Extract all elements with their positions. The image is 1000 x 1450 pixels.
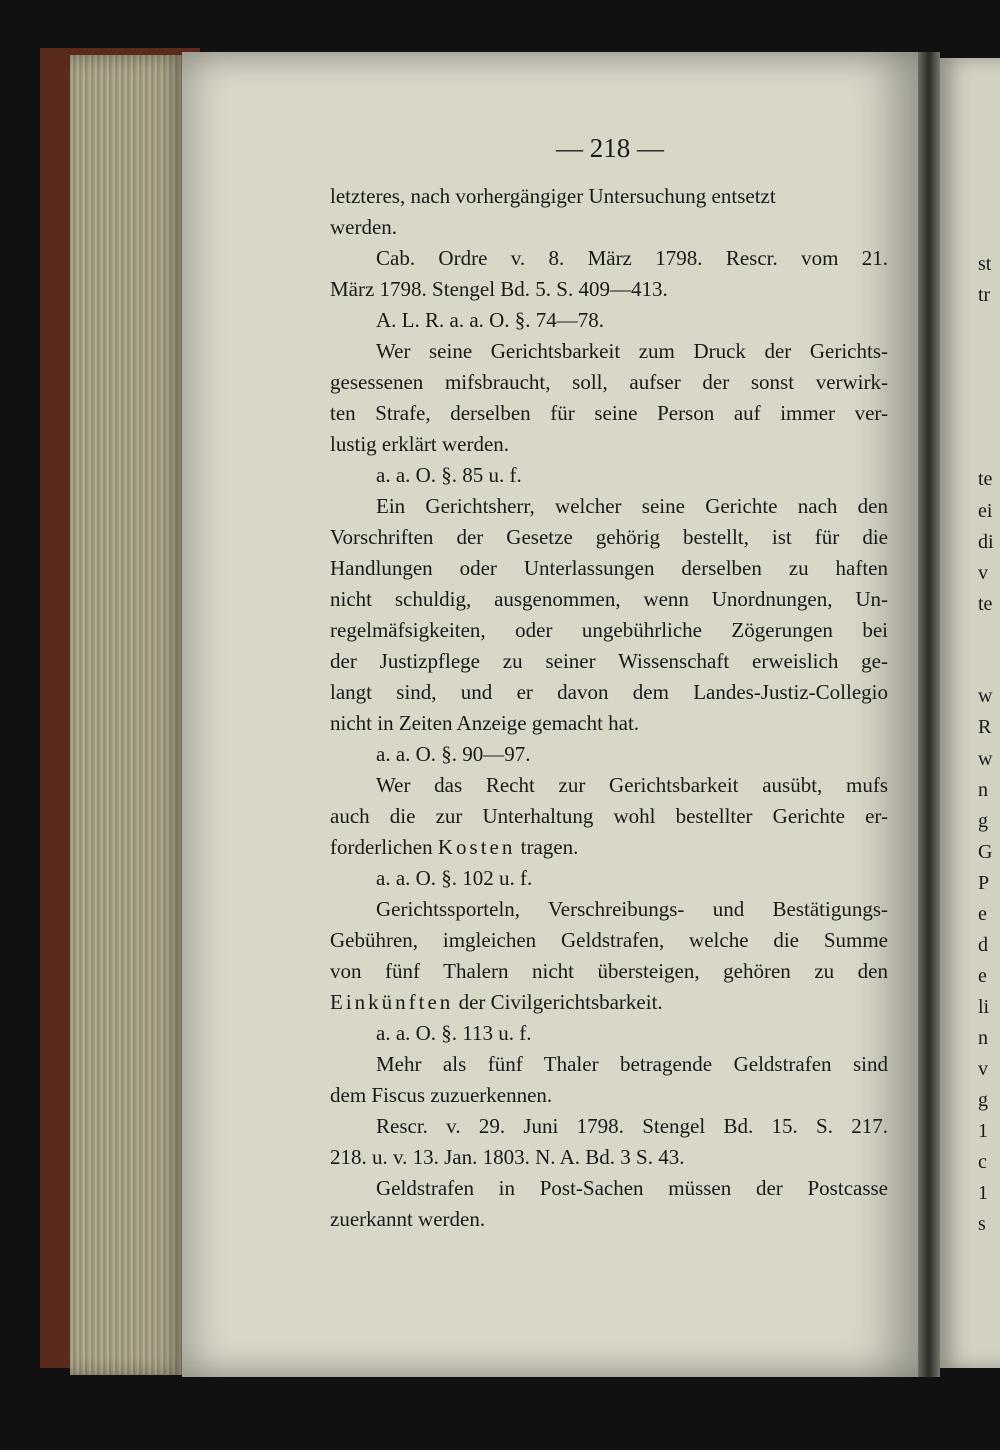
text-line: Rescr. v. 29. Juni 1798. Stengel Bd. 15. S. 217. — [376, 1114, 888, 1138]
line-text: der Civilgerichtsbarkeit. — [453, 990, 663, 1014]
text-line: Wer das Recht zur Gerichtsbarkeit ausübt, mufs — [376, 773, 888, 797]
text-line: Mehr als fünf Thaler betragende Geldstrafen sind — [376, 1052, 888, 1076]
right-page-fragment: e — [978, 903, 987, 925]
text-line: Handlungen oder Unterlassungen derselben zu haften — [330, 556, 888, 580]
line-text: tragen. — [515, 835, 579, 859]
right-page-fragment: tr — [978, 284, 991, 306]
spaced-word: Kosten — [437, 835, 516, 859]
right-page-fragment: s — [978, 1213, 986, 1235]
right-page-fragment: te — [978, 593, 993, 615]
text-line: Cab. Ordre v. 8. März 1798. Rescr. vom 21. — [376, 246, 888, 270]
page-edges — [70, 55, 185, 1375]
line-text: forderlichen — [330, 835, 438, 859]
text-line — [330, 987, 888, 1018]
text-line: ten Strafe, derselben für seine Person auf immer ver- — [330, 401, 888, 425]
right-page-fragment: 1 — [978, 1120, 988, 1142]
right-page-fragment: g — [978, 810, 988, 832]
text-line: Gerichtssporteln, Verschreibungs- und Bestätigungs- — [376, 897, 888, 921]
spaced-word: Einkünften — [330, 990, 454, 1014]
text-line: Vorschriften der Gesetze gehörig bestellt, ist für die — [330, 525, 888, 549]
text-line: März 1798. Stengel Bd. 5. S. 409—413. — [330, 277, 668, 301]
text-line: a. a. O. §. 113 u. f. — [376, 1021, 532, 1045]
right-page-fragment: li — [978, 996, 990, 1018]
text-line: letzteres, nach vorhergängiger Untersuchung entsetzt — [330, 184, 776, 208]
right-page-fragment: te — [978, 468, 993, 490]
text-line: gesessenen mifsbraucht, soll, aufser der sonst verwirk- — [330, 370, 888, 394]
text-line: Geldstrafen in Post-Sachen müssen der Postcasse — [376, 1176, 888, 1200]
right-page-fragment: g — [978, 1089, 988, 1111]
right-page-fragment: di — [978, 531, 994, 553]
right-page-fragment: P — [978, 872, 990, 894]
text-line: dem Fiscus zuzuerkennen. — [330, 1083, 553, 1107]
text-line: nicht schuldig, ausgenommen, wenn Unordnungen, Un- — [330, 587, 888, 611]
text-line: der Justizpflege zu seiner Wissenschaft erweislich ge- — [330, 649, 888, 673]
text-line: a. a. O. §. 102 u. f. — [376, 866, 533, 890]
right-page-fragment: st — [978, 253, 992, 275]
right-page-fragment: w — [978, 685, 993, 707]
text-line: werden. — [330, 215, 398, 239]
right-page-fragment: w — [978, 748, 993, 770]
text-line: zuerkannt werden. — [330, 1207, 486, 1231]
text-line: a. a. O. §. 85 u. f. — [376, 463, 522, 487]
right-page-fragment: v — [978, 1058, 988, 1080]
text-line: Gebühren, imgleichen Geldstrafen, welche die Summe — [330, 928, 888, 952]
text-line: A. L. R. a. a. O. §. 74—78. — [376, 308, 605, 332]
text-line: 218. u. v. 13. Jan. 1803. N. A. Bd. 3 S. 43. — [330, 1145, 685, 1169]
text-line: von fünf Thalern nicht übersteigen, gehören zu den — [330, 959, 888, 983]
right-page-fragment: n — [978, 1027, 988, 1049]
right-page-fragment: v — [978, 562, 988, 584]
text-line: nicht in Zeiten Anzeige gemacht hat. — [330, 711, 640, 735]
text-line: lustig erklärt werden. — [330, 432, 510, 456]
right-page-fragment: ei — [978, 500, 993, 522]
right-page-fragment: e — [978, 965, 987, 987]
right-page-fragment: R — [978, 716, 992, 738]
page-number: — 218 — — [556, 133, 664, 163]
page-text — [330, 181, 888, 1235]
text-line: langt sind, und er davon dem Landes-Justiz-Collegio — [330, 680, 888, 704]
text-line: regelmäfsigkeiten, oder ungebührliche Zögerungen bei — [330, 618, 888, 642]
right-page-fragment: d — [978, 934, 988, 956]
text-line: Ein Gerichtsherr, welcher seine Gerichte nach den — [376, 494, 888, 518]
text-line — [330, 832, 888, 863]
right-page-fragment: 1 — [978, 1182, 988, 1204]
text-line: Wer seine Gerichtsbarkeit zum Druck der Gerichts- — [376, 339, 888, 363]
right-page-fragment: G — [978, 841, 993, 863]
book-gutter — [918, 52, 940, 1377]
text-line: auch die zur Unterhaltung wohl bestellter Gerichte er- — [330, 804, 888, 828]
right-page-fragment: c — [978, 1151, 987, 1173]
right-page-fragment: n — [978, 779, 988, 801]
text-line: a. a. O. §. 90—97. — [376, 742, 531, 766]
